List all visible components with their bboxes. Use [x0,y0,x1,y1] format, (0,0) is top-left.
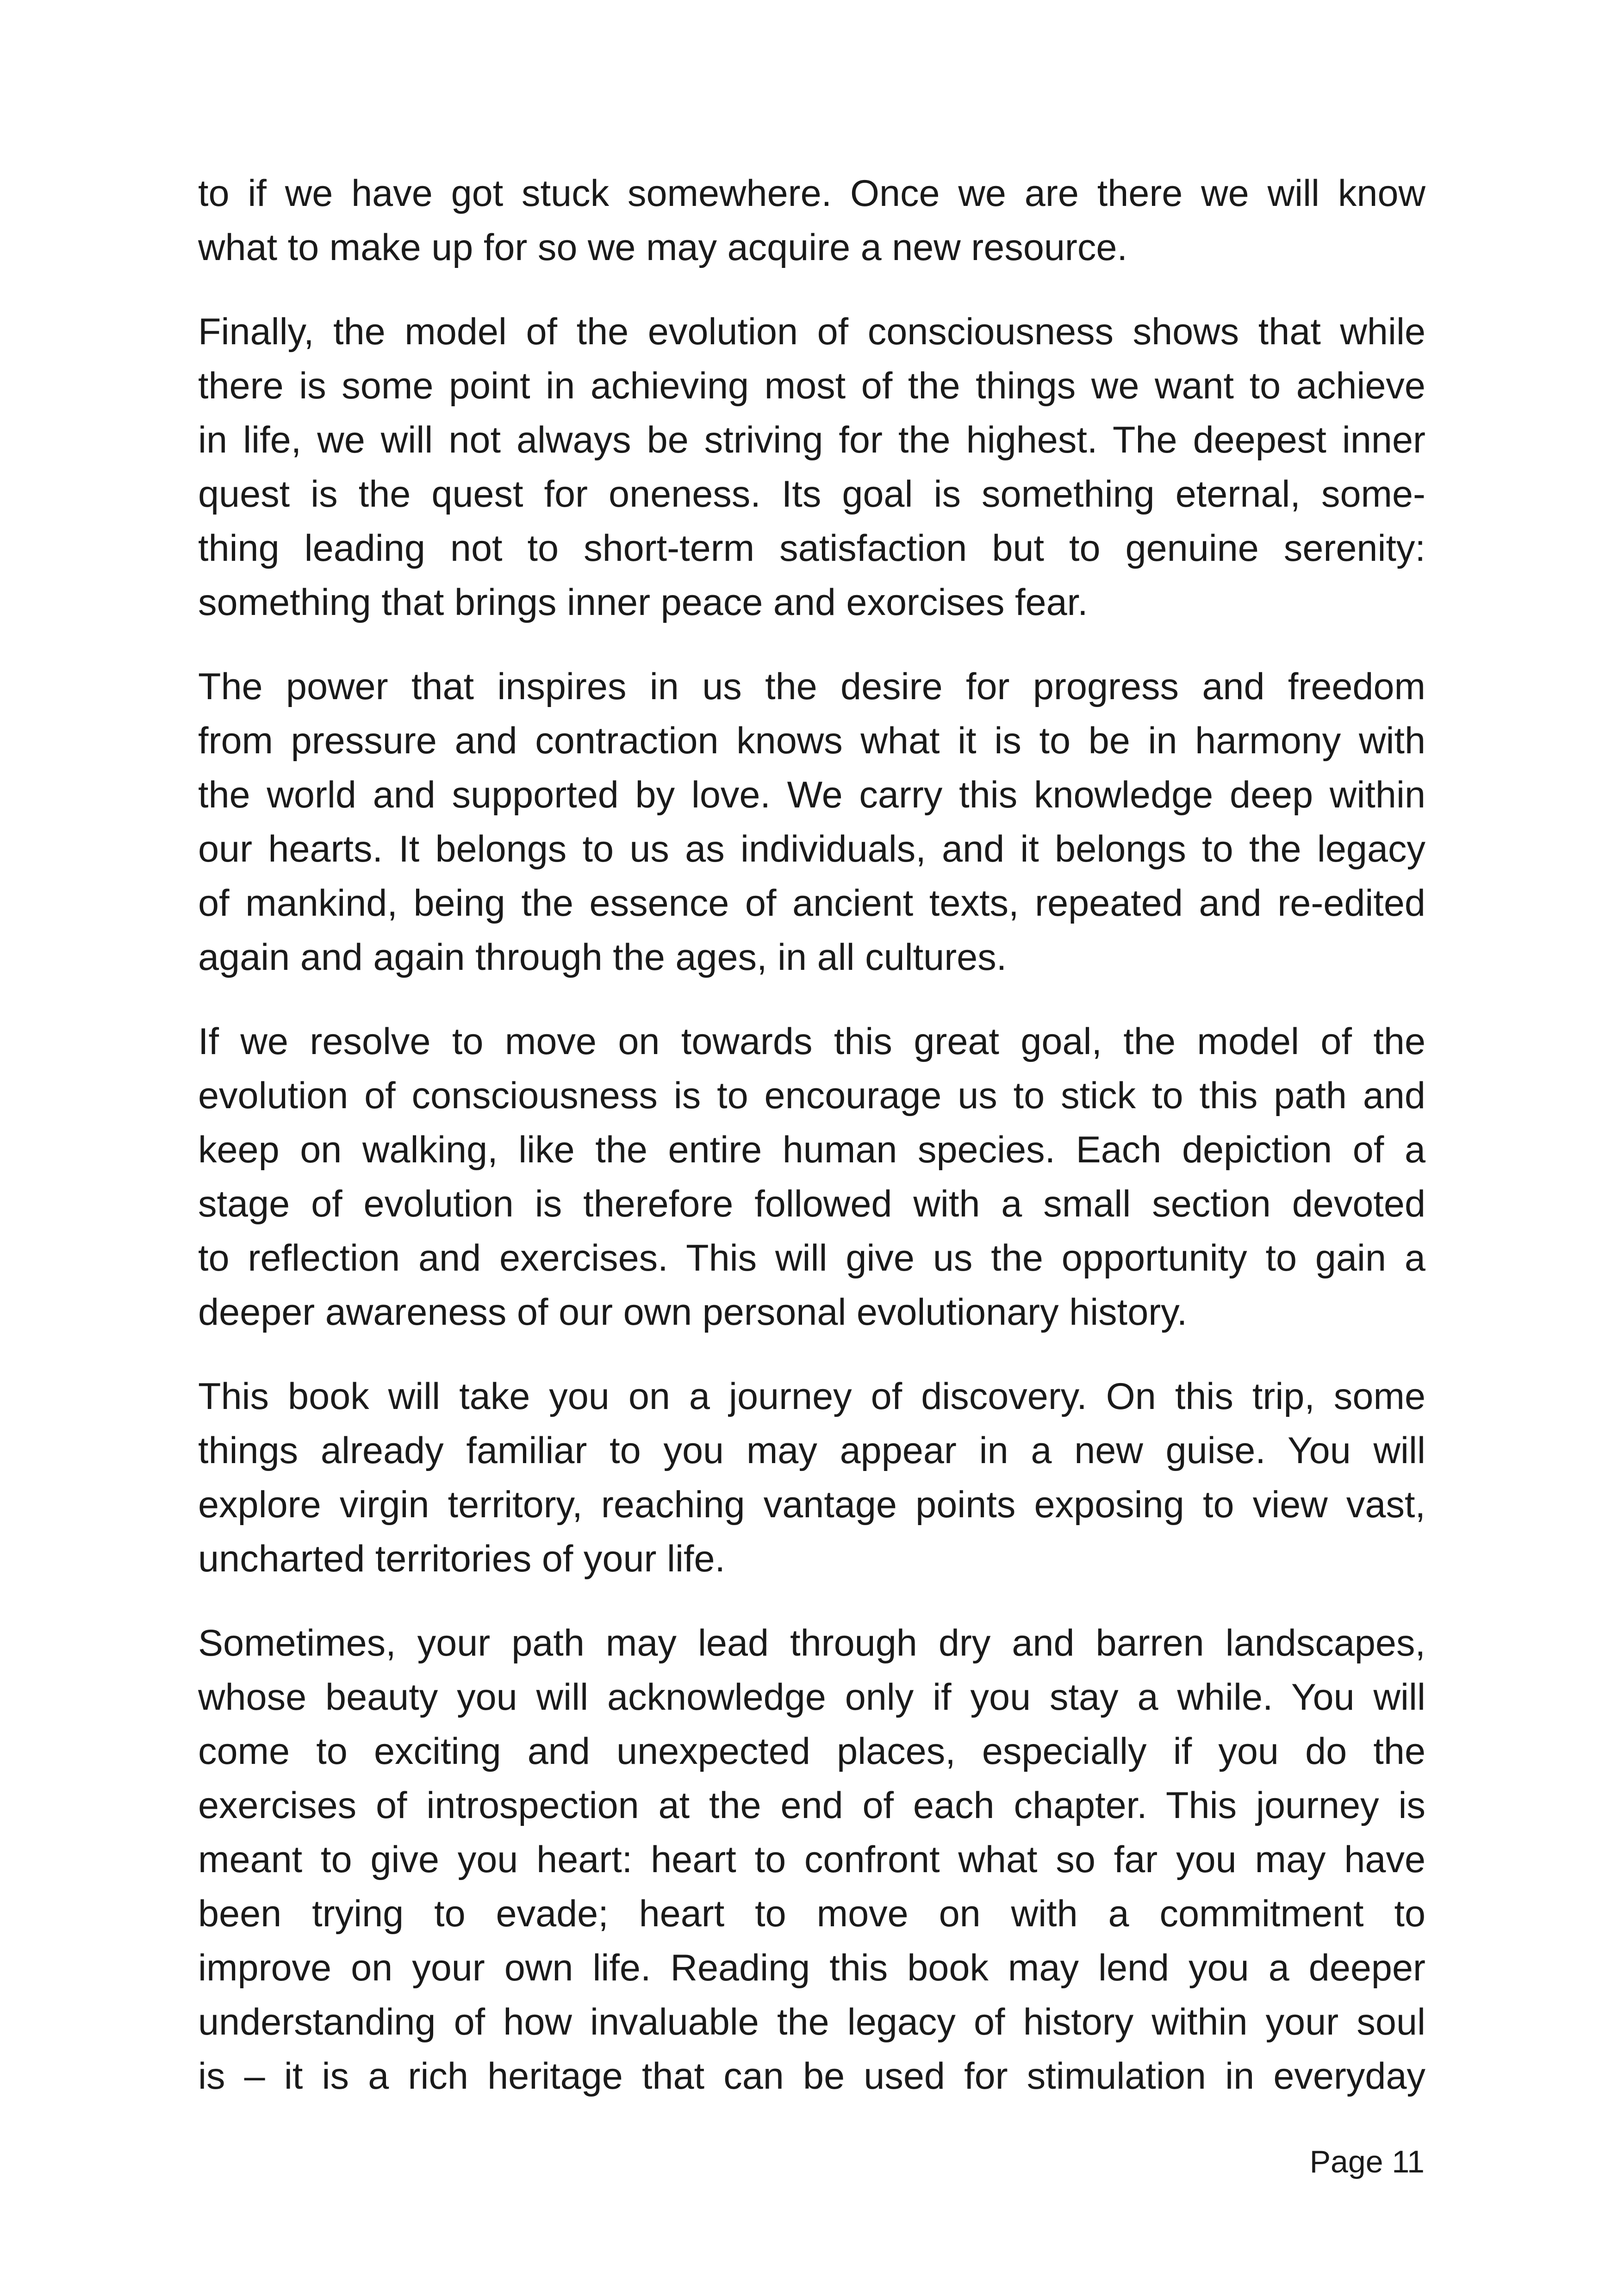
paragraph [198,167,1425,275]
text-line: our hearts. It belongs to us as individuals, and it belongs to the legacy [198,828,1425,870]
text-line: If we resolve to move on towards this great goal, the model of the [198,1021,1425,1062]
text-line: things already familiar to you may appear in a new guise. You will [198,1430,1425,1471]
paragraph [198,305,1425,630]
text-line: quest is the quest for oneness. Its goal is something eternal, some- [198,473,1425,515]
text-line: understanding of how invaluable the legacy of history within your soul [198,2001,1425,2043]
text-line: deeper awareness of our own personal evolutionary history. [198,1291,1188,1333]
text-line: evolution of consciousness is to encourage us to stick to this path and [198,1075,1425,1117]
text-line: explore virgin territory, reaching vantage points exposing to view vast, [198,1484,1425,1526]
text-line: keep on walking, like the entire human species. Each depiction of a [198,1129,1425,1171]
text-line: come to exciting and unexpected places, especially if you do the [198,1731,1425,1772]
page-number: Page 11 [1309,2144,1425,2179]
paragraph [198,1015,1425,1340]
text-line: again and again through the ages, in all cultures. [198,937,1007,978]
text-line: from pressure and contraction knows what it is to be in harmony with [198,720,1425,762]
text-line: been trying to evade; heart to move on with a commitment to [198,1893,1425,1935]
text-line: the world and supported by love. We carry this knowledge deep within [198,774,1425,816]
body-text [198,167,1425,2104]
paragraph [198,1616,1425,2104]
text-line: exercises of introspection at the end of each chapter. This journey is [198,1785,1425,1826]
text-line: Finally, the model of the evolution of consciousness shows that while [198,311,1425,353]
text-line: stage of evolution is therefore followed with a small section devoted [198,1183,1425,1225]
text-line: Sometimes, your path may lead through dry and barren landscapes, [198,1622,1425,1664]
text-line: This book will take you on a journey of discovery. On this trip, some [198,1376,1425,1417]
paragraph [198,1370,1425,1586]
text-line: uncharted territories of your life. [198,1538,726,1580]
text-line: to reflection and exercises. This will give us the opportunity to gain a [198,1237,1425,1279]
text-line: whose beauty you will acknowledge only if you stay a while. You will [198,1676,1425,1718]
paragraph [198,660,1425,985]
text-line: The power that inspires in us the desire for progress and freedom [198,666,1425,707]
text-line: is – it is a rich heritage that can be used for stimulation in everyday [198,2055,1425,2097]
text-line: thing leading not to short-term satisfaction but to genuine serenity: [198,527,1425,569]
text-line: meant to give you heart: heart to confront what so far you may have [198,1839,1425,1880]
text-line: of mankind, being the essence of ancient texts, repeated and re-edited [198,882,1425,924]
text-line: to if we have got stuck somewhere. Once we are there we will know [198,173,1425,214]
text-line: improve on your own life. Reading this book may lend you a deeper [198,1947,1425,1989]
text-line: in life, we will not always be striving for the highest. The deepest inner [198,419,1425,461]
text-line: something that brings inner peace and exorcises fear. [198,582,1088,623]
text-line: what to make up for so we may acquire a new resource. [198,227,1127,268]
text-line: there is some point in achieving most of the things we want to achieve [198,365,1425,407]
